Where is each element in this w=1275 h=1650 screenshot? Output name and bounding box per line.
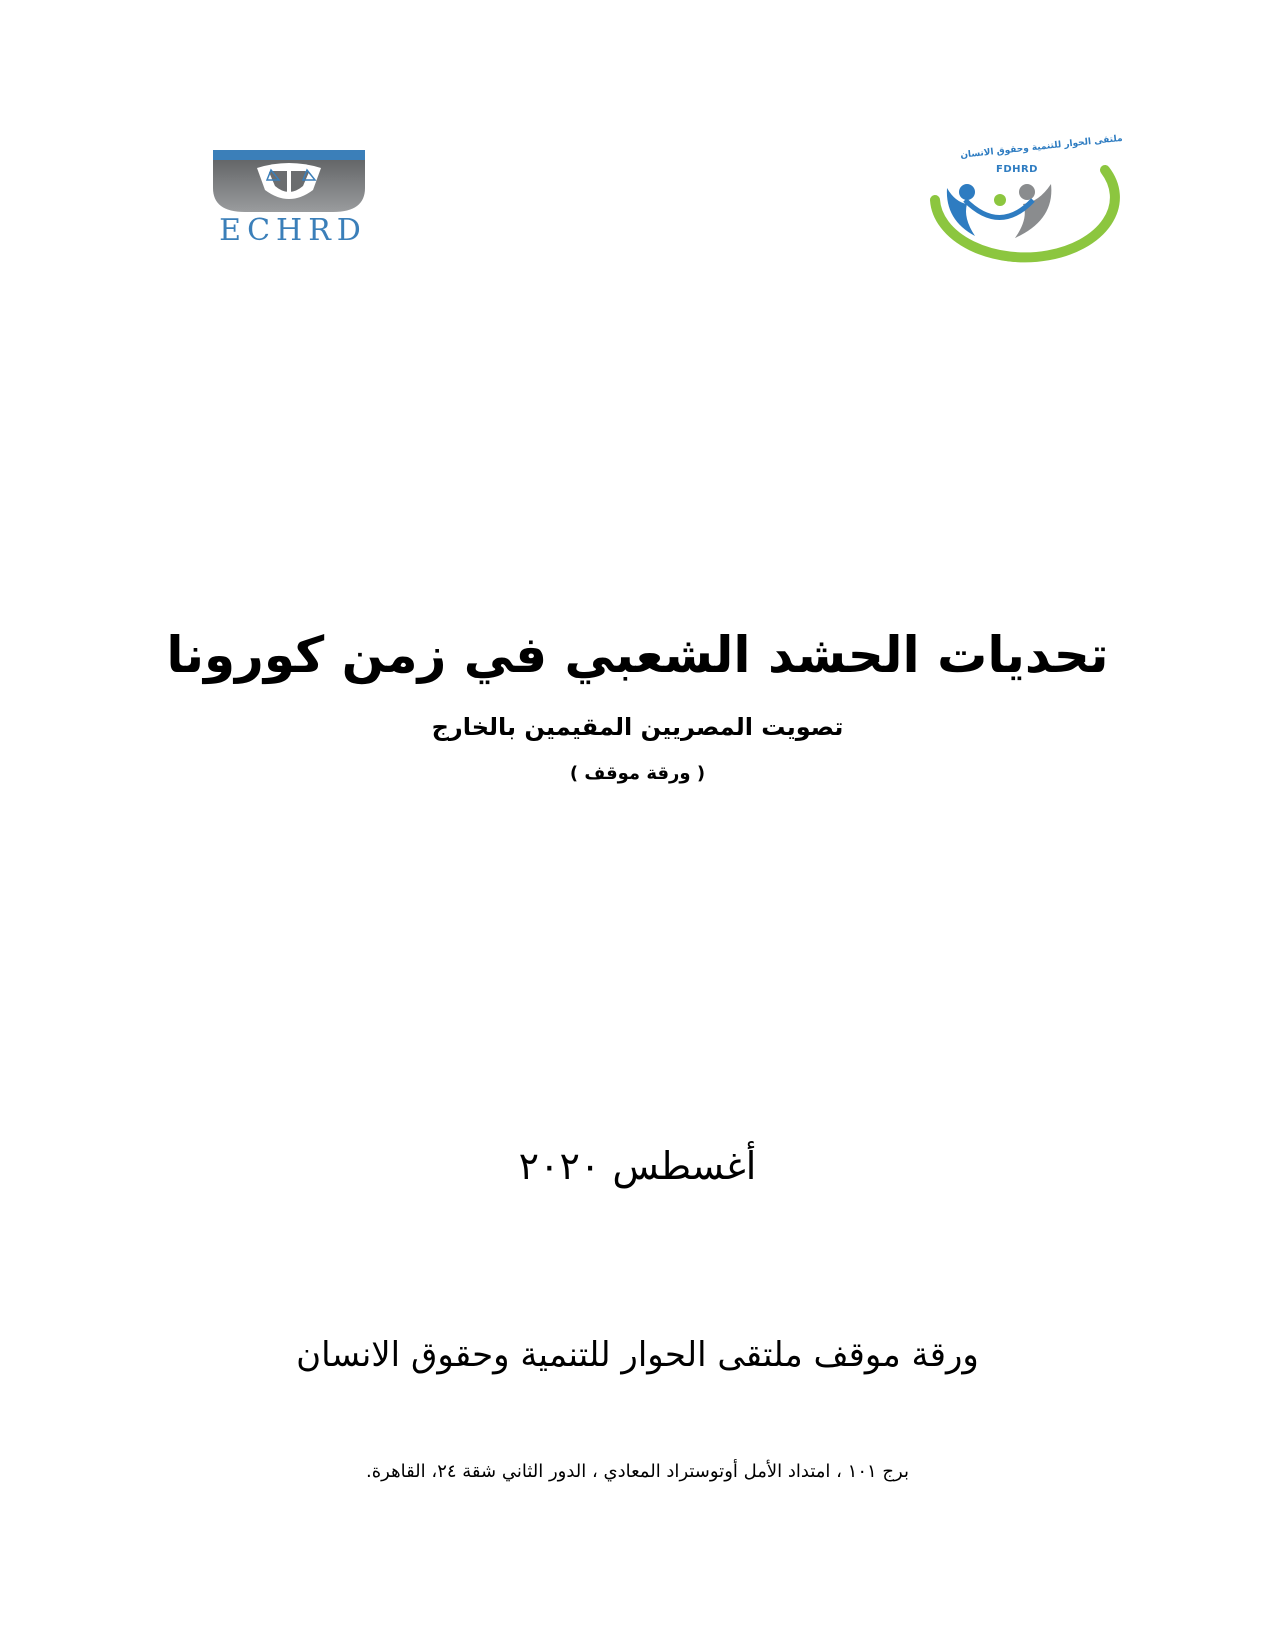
fdhrd-arc-text: ملتقى الحوار للتنمية وحقوق الانسان (959, 133, 1124, 161)
echrd-wordmark: ECHRD (219, 213, 367, 248)
justice-scales-icon (213, 150, 365, 212)
echrd-logo (168, 150, 418, 250)
paper-type-label: ( ورقة موقف ) (569, 763, 706, 784)
page-title: تحديات الحشد الشعبي في زمن كورونا (166, 626, 1109, 684)
page-subtitle: تصويت المصريين المقيمين بالخارج (431, 713, 844, 741)
address-line: برج ١٠١ ، امتداد الأمل أوتوستراد المعادي ، الدور الثاني شقة ٢٤، القاهرة. (366, 1461, 909, 1482)
organization-line: ورقة موقف ملتقى الحوار للتنمية وحقوق الانسان (296, 1335, 979, 1375)
hands-people-icon (905, 140, 1155, 280)
publication-date: أغسطس ٢٠٢٠ (518, 1144, 757, 1188)
fdhrd-abbrev: FDHRD (995, 164, 1038, 175)
fdhrd-logo (905, 133, 1155, 280)
